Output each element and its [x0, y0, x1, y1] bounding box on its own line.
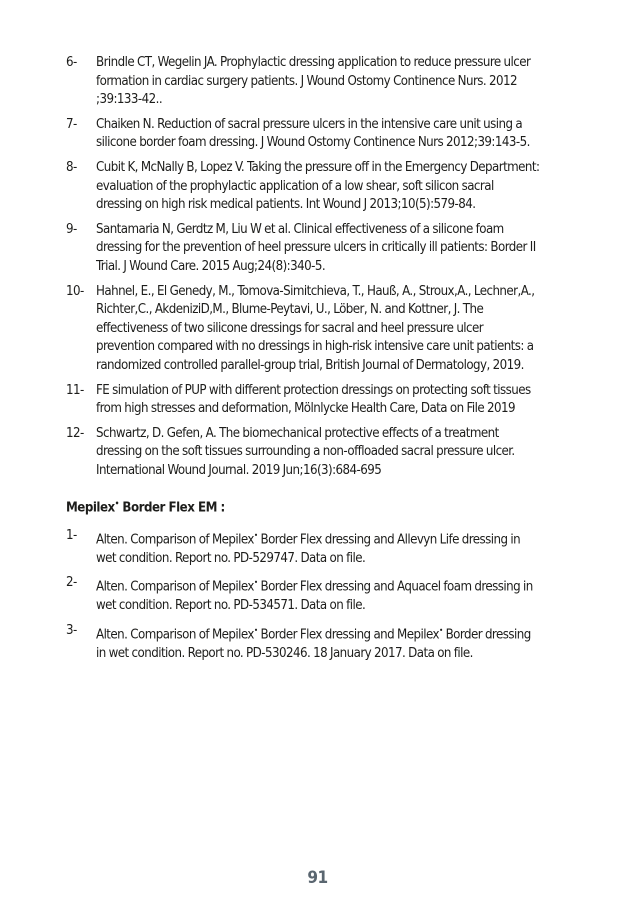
reference-number: 9-	[66, 221, 77, 237]
registered-mark: •	[438, 626, 443, 636]
reference-number: 11-	[66, 382, 84, 398]
reference-text: Chaiken N. Reduction of sacral pressure ulcers in the intensive care unit using a silicone border foam dressing. J Wound Ostomy Continence Nurs 2012;39:143-5.	[96, 116, 530, 151]
reference-number: 10-	[66, 283, 84, 299]
reference-text: FE simulation of PUP with different protection dressings on protecting soft tissues from high stresses and deformation, Mölnlycke Health Care, Data on File 2019	[96, 382, 531, 417]
reference-item	[66, 54, 542, 110]
reference-text: Cubit K, McNally B, Lopez V. Taking the pressure off in the Emergency Department: evaluation of the prophylactic application of a low shear, soft silicon sacral dressing on high risk medical patients. Int Wound J 2013;10(5):579-84.	[96, 159, 540, 213]
reference-text: Brindle CT, Wegelin JA. Prophylactic dressing application to reduce pressure ulcer formation in cardiac surgery patients. J Wound Ostomy Continence Nurs. 2012 ;39:133-42..	[96, 55, 531, 108]
reference-text: Hahnel, E., El Genedy, M., Tomova-Simitchieva, T., Hauß, A., Stroux,A., Lechner,A., Richter,C., AkdeniziD,M., Blume-Peytavi, U., Löber, N. and Kottner, J. The effectiveness of two silicone dressings for sacral and heel pressure ulcer prevention compared with no dressings in high-risk intensive care unit patients: a randomized controlled parallel-group trial, British Journal of Dermatology, 2019.	[96, 283, 535, 373]
reference-list-page	[66, 54, 542, 670]
reference-number: 2-	[66, 575, 77, 591]
reference-text: Alten. Comparison of Mepilex• Border Flex dressing and Mepilex• Border dressing in wet condition. Report no. PD-530246. 18 January 2017. Data on file.	[96, 626, 531, 661]
reference-item	[66, 382, 542, 419]
section-heading	[66, 495, 542, 517]
reference-item	[66, 622, 542, 664]
reference-item	[66, 159, 542, 215]
reference-text: Schwartz, D. Gefen, A. The biomechanical protective effects of a treatment dressing on the soft tissues surrounding a non-offloaded sacral pressure ulcer. International Wound Journal. 2019 Jun;16(3):684-695	[96, 425, 515, 478]
reference-number: 12-	[66, 425, 84, 441]
section-heading-brand: Mepilex	[66, 500, 115, 516]
reference-item	[66, 221, 542, 277]
reference-item	[66, 283, 542, 376]
reference-item	[66, 116, 542, 153]
reference-number: 8-	[66, 159, 77, 175]
section-heading-rest: Border Flex EM :	[118, 500, 225, 516]
reference-text: Santamaria N, Gerdtz M, Liu W et al. Clinical effectiveness of a silicone foam dressing for the prevention of heel pressure ulcers in critically ill patients: Border II Trial. J Wound Care. 2015 Aug;24(8):340-5.	[96, 221, 536, 274]
reference-item	[66, 425, 542, 481]
registered-mark: •	[253, 626, 258, 636]
reference-number: 7-	[66, 116, 77, 132]
page-number: 91	[307, 868, 328, 888]
registered-mark: •	[114, 499, 119, 509]
reference-number: 6-	[66, 55, 77, 70]
reference-item	[66, 574, 542, 616]
registered-mark: •	[253, 578, 258, 588]
reference-number: 1-	[66, 527, 77, 543]
reference-item	[66, 527, 542, 569]
registered-mark: •	[253, 530, 258, 540]
reference-number: 3-	[66, 623, 77, 639]
reference-text: Alten. Comparison of Mepilex• Border Flex dressing and Aquacel foam dressing in wet condition. Report no. PD-534571. Data on file.	[96, 578, 533, 614]
reference-text: Alten. Comparison of Mepilex• Border Flex dressing and Allevyn Life dressing in wet condition. Report no. PD-529747. Data on file.	[96, 530, 521, 566]
